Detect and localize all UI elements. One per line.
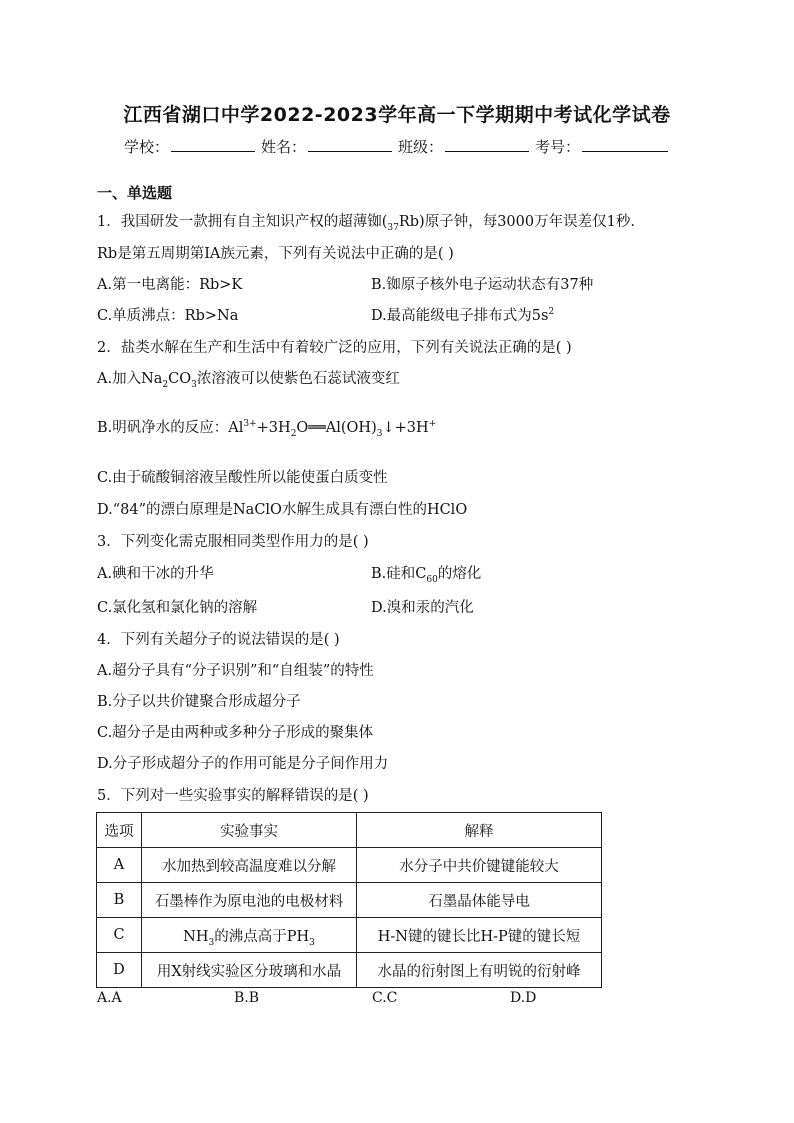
table-cell: D <box>97 953 142 988</box>
q2-option-b <box>97 416 436 437</box>
table-cell: 水加热到较高温度难以分解 <box>142 848 357 883</box>
number-label: 考号： <box>535 138 581 156</box>
student-info-row <box>124 136 674 157</box>
table-header-cell: 实验事实 <box>142 813 357 848</box>
q2-b-text4: ↓+3H <box>382 420 429 436</box>
q5-answer-b: B.B <box>234 990 260 1006</box>
name-field[interactable] <box>308 137 392 152</box>
table-header-cell: 选项 <box>97 813 142 848</box>
table-header-cell: 解释 <box>357 813 602 848</box>
q2-a-text2: CO <box>168 371 192 387</box>
q2-stem: 2．盐类水解在生产和生活中有着较广泛的应用，下列有关说法正确的是( ) <box>97 340 572 356</box>
q3-option-b <box>371 562 481 583</box>
q3-b-text1: B.硅和C <box>371 566 427 582</box>
q4-option-b: B.分子以共价键聚合形成超分子 <box>97 694 301 710</box>
q1-option-d <box>371 304 554 325</box>
q4-option-d: D.分子形成超分子的作用可能是分子间作用力 <box>97 756 389 772</box>
q2-option-c: C.由于硫酸铜溶液呈酸性所以能使蛋白质变性 <box>97 470 388 486</box>
q3-stem: 3．下列变化需克服相同类型作用力的是( ) <box>97 534 369 550</box>
q4-option-a: A.超分子具有“分子识别”和“自组装”的特性 <box>97 663 374 679</box>
q2-b-sub2: 3 <box>376 428 383 439</box>
q5-answer-a: A.A <box>97 990 122 1006</box>
q1-text-a: 1．我国研发一款拥有自主知识产权的超薄铷( <box>97 214 388 230</box>
q3-option-a: A.碘和干冰的升华 <box>97 566 214 582</box>
q1-subscript: 37 <box>387 222 399 233</box>
table-row <box>97 918 602 953</box>
q5-stem: 5．下列对一些实验事实的解释错误的是( ) <box>97 788 369 804</box>
table-cell: 石墨晶体能导电 <box>357 883 602 918</box>
table-cell: B <box>97 883 142 918</box>
q5-table <box>96 812 602 988</box>
q1-option-a: A.第一电离能：Rb>K <box>97 277 243 293</box>
q2-a-text3: 浓溶液可以使紫色石蕊试液变红 <box>196 371 400 387</box>
q2-b-sup2: + <box>428 419 437 430</box>
q1-stem-line2: Rb是第五周期第ⅠA族元素，下列有关说法中正确的是( ) <box>97 246 454 262</box>
q2-option-a <box>97 367 400 388</box>
school-label: 学校： <box>124 138 170 156</box>
table-header-row <box>97 813 602 848</box>
q2-option-d: D.“84”的漂白原理是NaClO水解生成具有漂白性的HClO <box>97 502 468 518</box>
q3-option-d: D.溴和汞的汽化 <box>371 600 474 616</box>
cell-text: NH <box>183 928 209 945</box>
q2-a-text1: A.加入Na <box>97 371 163 387</box>
q4-stem: 4．下列有关超分子的说法错误的是( ) <box>97 632 340 648</box>
q2-b-text3: O══Al(OH) <box>296 420 377 436</box>
q2-a-sub2: 3 <box>191 379 197 390</box>
q3-option-c: C.氯化氢和氯化钠的溶解 <box>97 600 258 616</box>
number-field[interactable] <box>582 137 668 152</box>
q3-b-sub: 60 <box>426 574 438 585</box>
q1-option-b: B.铷原子核外电子运动状态有37种 <box>371 277 594 293</box>
section-title: 一、单选题 <box>97 184 173 202</box>
class-field[interactable] <box>445 137 529 152</box>
class-label: 班级： <box>398 138 444 156</box>
q1-stem-line1 <box>97 210 635 231</box>
q2-b-sup1: 3+ <box>243 419 257 430</box>
table-cell: C <box>97 918 142 953</box>
table-cell <box>142 918 357 953</box>
table-cell: 石墨棒作为原电池的电极材料 <box>142 883 357 918</box>
table-cell: 水分子中共价键键能较大 <box>357 848 602 883</box>
table-cell: H-N键的键长比H-P键的键长短 <box>357 918 602 953</box>
school-field[interactable] <box>171 137 255 152</box>
q4-option-c: C.超分子是由两种或多种分子形成的聚集体 <box>97 725 374 741</box>
q1-text-b: Rb)原子钟，每3000万年误差仅1秒. <box>398 214 635 230</box>
cell-sub: 3 <box>309 937 315 948</box>
table-row <box>97 883 602 918</box>
table-cell: 用X射线实验区分玻璃和水晶 <box>142 953 357 988</box>
q2-b-text2: +3H <box>256 420 291 436</box>
name-label: 姓名： <box>261 138 307 156</box>
table-row <box>97 953 602 988</box>
table-cell: 水晶的衍射图上有明锐的衍射峰 <box>357 953 602 988</box>
cell-sub: 3 <box>208 937 215 948</box>
q1-option-d-sup: 2 <box>548 307 555 318</box>
q2-a-sub1: 2 <box>162 379 169 390</box>
q1-option-c: C.单质沸点：Rb>Na <box>97 308 239 324</box>
table-cell: A <box>97 848 142 883</box>
q3-b-text2: 的熔化 <box>437 566 482 582</box>
q5-answer-c: C.C <box>372 990 398 1006</box>
table-row <box>97 848 602 883</box>
exam-title: 江西省湖口中学2022-2023学年高一下学期期中考试化学试卷 <box>123 104 671 126</box>
q1-option-d-text: D.最高能级电子排布式为5s <box>371 308 549 324</box>
cell-text: 的沸点高于PH <box>214 928 310 945</box>
q2-b-sub1: 2 <box>290 428 297 439</box>
q5-answer-d: D.D <box>510 990 537 1006</box>
q2-b-text1: B.明矾净水的反应：Al <box>97 420 244 436</box>
